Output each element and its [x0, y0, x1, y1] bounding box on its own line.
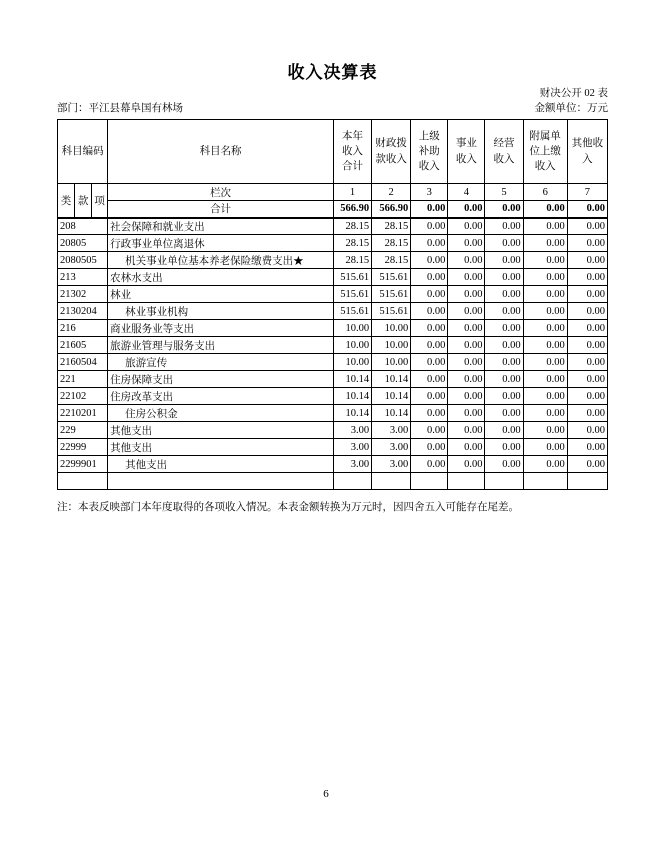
- row-value: 0.00: [567, 286, 607, 303]
- row-subject-code: 216: [58, 320, 108, 337]
- col-index: 5: [485, 184, 523, 201]
- col-index: 1: [333, 184, 371, 201]
- row-subject-code: [58, 473, 108, 490]
- row-subject-code: 2080505: [58, 252, 108, 269]
- row-value: [333, 473, 371, 490]
- row-subject-name: 林业: [108, 286, 334, 303]
- row-subject-code: 2160504: [58, 354, 108, 371]
- row-value: 10.14: [372, 388, 411, 405]
- row-subject-name: 旅游宣传: [108, 354, 334, 371]
- doc-code-label: 财决公开 02 表: [539, 88, 608, 99]
- row-value: 0.00: [567, 405, 607, 422]
- table-row: [58, 405, 608, 422]
- row-value: 3.00: [333, 456, 371, 473]
- row-subject-name: 行政事业单位离退休: [108, 235, 334, 252]
- header-subject-name: 科目名称: [108, 120, 334, 184]
- row-value: 0.00: [485, 422, 523, 439]
- row-value: 0.00: [523, 320, 567, 337]
- row-index-label: 栏次: [108, 184, 334, 201]
- row-value: 0.00: [567, 371, 607, 388]
- table-row: [58, 473, 608, 490]
- row-value: 515.61: [333, 303, 371, 320]
- table-row: [58, 337, 608, 354]
- row-value: [523, 473, 567, 490]
- row-value: 0.00: [567, 320, 607, 337]
- row-value: 0.00: [411, 269, 448, 286]
- row-value: 10.00: [372, 320, 411, 337]
- row-value: 515.61: [333, 286, 371, 303]
- row-subject-name: 其他支出: [108, 456, 334, 473]
- row-value: 0.00: [485, 252, 523, 269]
- table-row: [58, 286, 608, 303]
- row-subject-code: 22999: [58, 439, 108, 456]
- row-subject-code: 2130204: [58, 303, 108, 320]
- row-value: 0.00: [567, 354, 607, 371]
- row-value: 28.15: [333, 252, 371, 269]
- row-value: 0.00: [567, 303, 607, 320]
- total-value: 0.00: [523, 201, 567, 218]
- income-table: [57, 119, 608, 490]
- row-subject-code: 21302: [58, 286, 108, 303]
- row-value: 515.61: [372, 286, 411, 303]
- total-value: 0.00: [485, 201, 523, 218]
- row-subject-name: 机关事业单位基本养老保险缴费支出★: [108, 252, 334, 269]
- row-value: 0.00: [448, 286, 485, 303]
- row-value: 0.00: [523, 405, 567, 422]
- row-value: 3.00: [372, 456, 411, 473]
- row-value: 0.00: [448, 388, 485, 405]
- row-value: 0.00: [448, 405, 485, 422]
- row-value: [448, 473, 485, 490]
- header-col-total-income: 本年收入合计: [333, 120, 371, 184]
- row-value: 0.00: [567, 439, 607, 456]
- header-code-kuan: 款: [75, 184, 92, 218]
- row-subject-code: 221: [58, 371, 108, 388]
- total-value: 566.90: [372, 201, 411, 218]
- row-value: 0.00: [567, 456, 607, 473]
- col-index: 7: [567, 184, 607, 201]
- table-row: [58, 354, 608, 371]
- header-col-subordinate-remittance: 附属单位上缴收入: [523, 120, 567, 184]
- row-value: 0.00: [411, 388, 448, 405]
- row-value: 0.00: [411, 320, 448, 337]
- row-value: 0.00: [448, 320, 485, 337]
- row-value: 0.00: [411, 405, 448, 422]
- row-value: 0.00: [523, 422, 567, 439]
- row-value: 0.00: [411, 354, 448, 371]
- row-value: 0.00: [523, 456, 567, 473]
- total-value: 0.00: [411, 201, 448, 218]
- row-value: 10.00: [333, 320, 371, 337]
- table-row: [58, 235, 608, 252]
- row-value: 0.00: [411, 303, 448, 320]
- page-number: 6: [323, 788, 329, 800]
- row-value: 0.00: [523, 371, 567, 388]
- row-subject-code: 2299901: [58, 456, 108, 473]
- row-subject-code: 229: [58, 422, 108, 439]
- row-value: 0.00: [523, 269, 567, 286]
- header-col-business-income: 经营收入: [485, 120, 523, 184]
- table-row: [58, 269, 608, 286]
- total-value: 0.00: [567, 201, 607, 218]
- amount-unit-label: 金额单位：万元: [534, 103, 608, 114]
- table-header-row: [58, 120, 608, 184]
- row-value: 0.00: [411, 456, 448, 473]
- row-value: 3.00: [333, 422, 371, 439]
- total-row: [58, 201, 608, 218]
- header-code-lei: 类: [58, 184, 75, 218]
- header-col-other-income: 其他收入: [567, 120, 607, 184]
- table-row: [58, 388, 608, 405]
- col-index: 3: [411, 184, 448, 201]
- row-value: 0.00: [448, 371, 485, 388]
- row-subject-name: 其他支出: [108, 439, 334, 456]
- row-value: 0.00: [567, 269, 607, 286]
- row-value: 0.00: [485, 218, 523, 235]
- row-value: [567, 473, 607, 490]
- row-subject-code: 20805: [58, 235, 108, 252]
- row-value: 0.00: [411, 235, 448, 252]
- header-col-superior-subsidy: 上级补助收入: [411, 120, 448, 184]
- row-value: 0.00: [567, 422, 607, 439]
- table-row: [58, 320, 608, 337]
- row-value: 0.00: [523, 286, 567, 303]
- row-subject-name: 住房保障支出: [108, 371, 334, 388]
- row-value: 0.00: [523, 303, 567, 320]
- row-value: 10.00: [372, 337, 411, 354]
- row-value: 0.00: [485, 235, 523, 252]
- row-value: 0.00: [567, 388, 607, 405]
- row-value: 28.15: [333, 218, 371, 235]
- row-value: 0.00: [523, 252, 567, 269]
- row-subject-name: 旅游业管理与服务支出: [108, 337, 334, 354]
- row-value: 0.00: [485, 405, 523, 422]
- row-value: 0.00: [485, 303, 523, 320]
- row-value: 3.00: [372, 422, 411, 439]
- row-subject-code: 208: [58, 218, 108, 235]
- row-subject-name: 商业服务业等支出: [108, 320, 334, 337]
- table-row: [58, 303, 608, 320]
- row-value: 0.00: [448, 235, 485, 252]
- row-value: 0.00: [485, 337, 523, 354]
- row-value: 10.14: [372, 405, 411, 422]
- row-value: 10.14: [372, 371, 411, 388]
- row-value: 10.00: [372, 354, 411, 371]
- table-row: [58, 218, 608, 235]
- row-value: 0.00: [523, 388, 567, 405]
- row-value: 515.61: [372, 269, 411, 286]
- table-row: [58, 252, 608, 269]
- row-value: 515.61: [333, 269, 371, 286]
- row-value: 0.00: [485, 286, 523, 303]
- row-subject-name: 农林水支出: [108, 269, 334, 286]
- table-row: [58, 456, 608, 473]
- meta-row: [57, 100, 608, 115]
- row-value: 0.00: [485, 456, 523, 473]
- row-subject-name: 社会保障和就业支出: [108, 218, 334, 235]
- row-value: 0.00: [523, 439, 567, 456]
- table-body: [58, 218, 608, 490]
- row-value: 3.00: [333, 439, 371, 456]
- table-note: 注：本表反映部门本年度取得的各项收入情况。本表金额转换为万元时，因四舍五入可能存在尾差。: [57, 502, 519, 513]
- table-row: [58, 439, 608, 456]
- row-value: 0.00: [411, 337, 448, 354]
- row-value: 0.00: [567, 337, 607, 354]
- row-subject-name: 其他支出: [108, 422, 334, 439]
- table-row: [58, 422, 608, 439]
- row-value: 0.00: [448, 337, 485, 354]
- row-value: 0.00: [448, 269, 485, 286]
- row-value: 0.00: [448, 422, 485, 439]
- row-subject-name: 林业事业机构: [108, 303, 334, 320]
- row-value: 0.00: [448, 252, 485, 269]
- department-label: 部门：平江县幕阜国有林场: [57, 103, 183, 114]
- row-subject-code: 213: [58, 269, 108, 286]
- row-value: 10.14: [333, 371, 371, 388]
- row-subject-code: 22102: [58, 388, 108, 405]
- row-value: 0.00: [485, 354, 523, 371]
- row-value: 0.00: [411, 422, 448, 439]
- row-value: 0.00: [411, 371, 448, 388]
- row-value: 0.00: [411, 252, 448, 269]
- total-label: 合计: [108, 201, 334, 218]
- row-value: 0.00: [523, 354, 567, 371]
- row-value: 0.00: [411, 286, 448, 303]
- col-index: 6: [523, 184, 567, 201]
- row-value: 0.00: [448, 456, 485, 473]
- page-title: 收入决算表: [287, 63, 378, 82]
- row-value: [485, 473, 523, 490]
- row-subject-code: 2210201: [58, 405, 108, 422]
- row-value: 0.00: [448, 218, 485, 235]
- row-subject-name: [108, 473, 334, 490]
- row-value: 0.00: [485, 371, 523, 388]
- row-value: 28.15: [372, 218, 411, 235]
- row-value: 0.00: [485, 439, 523, 456]
- row-subject-code: 21605: [58, 337, 108, 354]
- row-value: 0.00: [485, 320, 523, 337]
- row-value: 0.00: [485, 269, 523, 286]
- row-value: 515.61: [372, 303, 411, 320]
- header-col-fiscal-appropriation: 财政拨款收入: [372, 120, 411, 184]
- row-value: 3.00: [372, 439, 411, 456]
- row-value: 0.00: [567, 235, 607, 252]
- row-value: [372, 473, 411, 490]
- total-value: 0.00: [448, 201, 485, 218]
- row-value: 0.00: [448, 354, 485, 371]
- total-value: 566.90: [333, 201, 371, 218]
- row-value: 0.00: [567, 218, 607, 235]
- col-index: 4: [448, 184, 485, 201]
- row-value: 10.00: [333, 337, 371, 354]
- row-value: 0.00: [448, 439, 485, 456]
- row-value: 0.00: [448, 303, 485, 320]
- report-sheet: [57, 58, 608, 514]
- header-col-operating-income: 事业收入: [448, 120, 485, 184]
- row-value: 28.15: [333, 235, 371, 252]
- row-value: 28.15: [372, 235, 411, 252]
- row-value: 0.00: [485, 388, 523, 405]
- row-value: 10.14: [333, 388, 371, 405]
- row-value: 0.00: [411, 218, 448, 235]
- table-row: [58, 371, 608, 388]
- header-code-xiang: 项: [92, 184, 108, 218]
- row-value: [411, 473, 448, 490]
- row-value: 28.15: [372, 252, 411, 269]
- row-subject-name: 住房改革支出: [108, 388, 334, 405]
- row-value: 0.00: [523, 218, 567, 235]
- column-index-row: [58, 184, 608, 201]
- row-value: 10.00: [333, 354, 371, 371]
- row-value: 0.00: [523, 337, 567, 354]
- row-value: 10.14: [333, 405, 371, 422]
- row-value: 0.00: [567, 252, 607, 269]
- row-value: 0.00: [523, 235, 567, 252]
- header-subject-code: 科目编码: [58, 120, 108, 184]
- col-index: 2: [372, 184, 411, 201]
- row-value: 0.00: [411, 439, 448, 456]
- row-subject-name: 住房公积金: [108, 405, 334, 422]
